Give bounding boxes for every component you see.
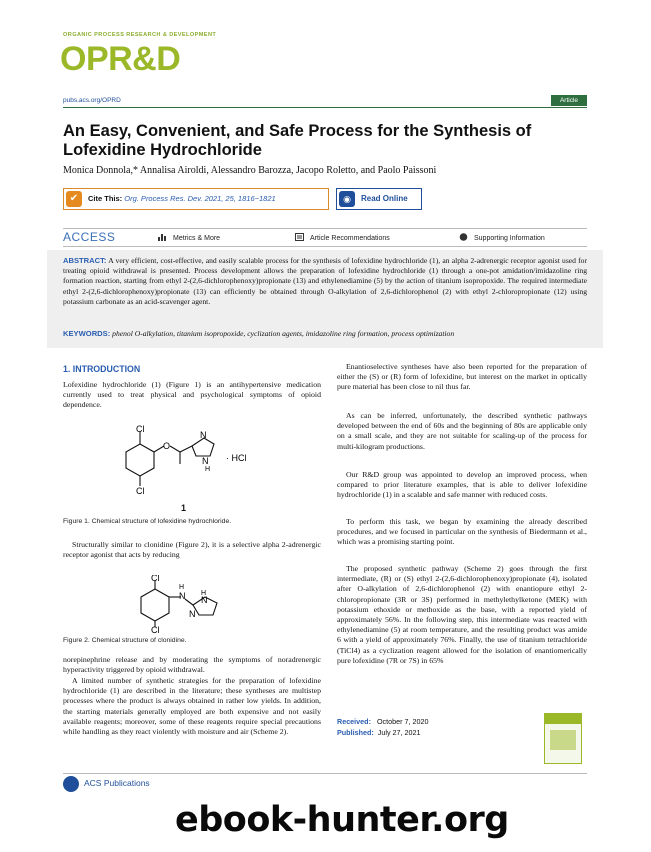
section-heading: 1. INTRODUCTION — [63, 364, 141, 374]
svg-text:O: O — [163, 441, 171, 451]
figure-2-caption: Figure 2. Chemical structure of clonidine. — [63, 637, 187, 644]
paragraph: Structurally similar to clonidine (Figure 2), it is a selective alpha 2-adrenergic receptor agonist that acts by reducing — [63, 540, 321, 560]
article-title: An Easy, Convenient, and Safe Process for the Synthesis of Lofexidine Hydrochloride — [63, 122, 532, 159]
bar-chart-icon — [158, 233, 167, 241]
access-title: ACCESS — [63, 230, 116, 244]
read-online-label: Read Online — [361, 194, 408, 203]
published-date: July 27, 2021 — [377, 728, 421, 737]
received-label: Received: — [337, 717, 371, 726]
paragraph: A limited number of synthetic strategies for the preparation of lofexidine hydrochloride (1) are described in the literature; these syntheses are multistep processes where the product is always obtained in rather low yields. In addition, the starting materials generally employed are both expensive and not easily available reagents; moreover, some of these reagents require special precautions while handling as they react violently with moisture and air (Scheme 2). — [63, 676, 321, 737]
svg-text:Cl: Cl — [136, 486, 145, 496]
globe-icon: ◉ — [339, 191, 355, 207]
paragraph: Lofexidine hydrochloride (1) (Figure 1) is an antihypertensive medication currently used to treat physical and psychological symptoms of opioid dependence. — [63, 380, 321, 410]
svg-text:N: N — [202, 456, 209, 466]
keywords-text: phenol O-alkylation, titanium isopropoxide, cyclization agents, imidazoline ring formation, process optimization — [112, 329, 455, 338]
recommendations-link[interactable] — [295, 233, 390, 242]
journal-logo: OPR&D — [60, 40, 181, 78]
svg-text:N: N — [189, 609, 196, 619]
check-icon: ✔ — [66, 191, 82, 207]
keywords-label: KEYWORDS: — [63, 329, 111, 338]
svg-text:N: N — [200, 430, 207, 440]
metrics-link[interactable] — [158, 233, 220, 242]
svg-text:N: N — [179, 591, 186, 601]
abstract — [63, 256, 587, 307]
keywords — [63, 329, 587, 339]
svg-text:Cl: Cl — [151, 625, 160, 633]
acs-logo-icon — [63, 776, 79, 792]
received-date: October 7, 2020 — [376, 717, 429, 726]
access-bar — [63, 228, 587, 247]
figure-1-lofexidine-structure — [110, 422, 270, 500]
citation — [88, 194, 276, 203]
read-online-button[interactable] — [336, 188, 422, 210]
abstract-label: ABSTRACT: — [63, 256, 107, 265]
svg-text:H: H — [201, 590, 207, 597]
paragraph: As can be inferred, unfortunately, the described synthetic pathways developed between the end of 60s and the beginning of 80s are applicable only on a small scale, and they are not suitable for scaling-up of the process for multi-kilogram productions. — [337, 411, 587, 451]
watermark: ebook-hunter.org — [175, 800, 509, 840]
svg-text:N: N — [201, 595, 208, 605]
svg-text:H: H — [179, 584, 185, 591]
supporting-label: Supporting Information — [474, 235, 545, 242]
footer-divider — [63, 773, 587, 774]
paragraph: Enantioselective syntheses have also been reported for the preparation of either the (S) or (R) form of lofexidine, but interest on the market in optically pure material has been close to nil thus far. — [337, 362, 587, 392]
figure-1-caption: Figure 1. Chemical structure of lofexidine hydrochloride. — [63, 518, 232, 525]
journal-cover-thumbnail — [544, 713, 582, 764]
article-type-badge: Article — [551, 95, 587, 106]
figure-2-clonidine-structure — [125, 575, 265, 633]
author-list: Monica Donnola,* Annalisa Airoldi, Alessandro Barozza, Jacopo Roletto, and Paolo Paissoni — [63, 165, 437, 176]
document-icon — [295, 233, 304, 241]
paragraph: To perform this task, we began by examining the already described procedures, and we focused in particular on the synthesis of Biedermann et al., which was a promising starting point. — [337, 517, 587, 547]
metrics-label: Metrics & More — [173, 235, 221, 242]
paragraph: The proposed synthetic pathway (Scheme 2) goes through the first intermediate, (R) or (S) ethyl 2-(2,6-dichlorophenoxy)propionate (4), isolated after O-alkylation of 2,6-dichlorophenol (2) with enantiopure ethyl 2-chloropropionate (3R or 3S) performed in methylethylketone (MEK) with potassium ethoxide or methoxide as the base, with a reported yield of approximately 56%. In the following step, this intermediate was reacted with ethylenediamine (5) at room temperature, and the resulting product was amide 6 with a yield of approximately 76%. Finally, the use of titanium tetrachloride (TiCl4) as a cyclization reagent allowed for the isolation of enantiomerically pure lofexidine (7R or 7S) in 65% — [337, 564, 587, 665]
cite-label: Cite This: — [88, 194, 123, 203]
journal-kicker: ORGANIC PROCESS RESEARCH & DEVELOPMENT — [63, 32, 217, 38]
article-dates — [337, 716, 429, 738]
citation-ref[interactable]: Org. Process Res. Dev. 2021, 25, 1816−1821 — [124, 194, 276, 203]
publisher-name[interactable]: ACS Publications — [84, 778, 150, 788]
abstract-text: A very efficient, cost-effective, and easily scalable process for the synthesis of lofexidine hydrochloride (1), an alpha 2-adrenergic receptor agonist used for treating opioid withdrawal is presented. Process development allows the preparation of lofexidine hydrochloride (1) through a one-pot amidation/imidazoline ring formation reaction, starting from ethyl 2-(2,6-dichlorophenoxy)propionate (13) and ethylenediamine (5) by the action of titanium isopropoxide. The required intermediate ethyl 2-(2,6-dichlorophenoxy)propionate (13) can efficiently be obtained through O-alkylation of 2,6-dichlorophenol (2) with ethyl 2-chloropropionate (12) using potassium carbonate as an acid-scavenger agent. — [63, 256, 588, 306]
recommendations-label: Article Recommendations — [310, 235, 390, 242]
published-label: Published: — [337, 728, 374, 737]
header-divider — [63, 107, 587, 108]
supporting-info-link[interactable] — [459, 233, 545, 242]
info-icon — [459, 233, 468, 241]
svg-text:· HCl: · HCl — [226, 453, 247, 463]
paragraph: Our R&D group was appointed to develop an improved process, when compared to prior literature examples, that is able to deliver lofexidine hydrochloride (1) in a scalable and safe manner with reduced costs. — [337, 470, 587, 500]
svg-text:H: H — [205, 466, 211, 473]
svg-text:Cl: Cl — [151, 575, 160, 583]
journal-url[interactable]: pubs.acs.org/OPRD — [63, 97, 121, 104]
paragraph: norepinephrine release and by moderating the symptoms of noradrenergic hyperactivity triggered by opioid withdrawal. — [63, 655, 321, 675]
compound-number: 1 — [181, 503, 187, 513]
svg-text:Cl: Cl — [136, 424, 145, 434]
cite-this-box[interactable] — [63, 188, 329, 210]
